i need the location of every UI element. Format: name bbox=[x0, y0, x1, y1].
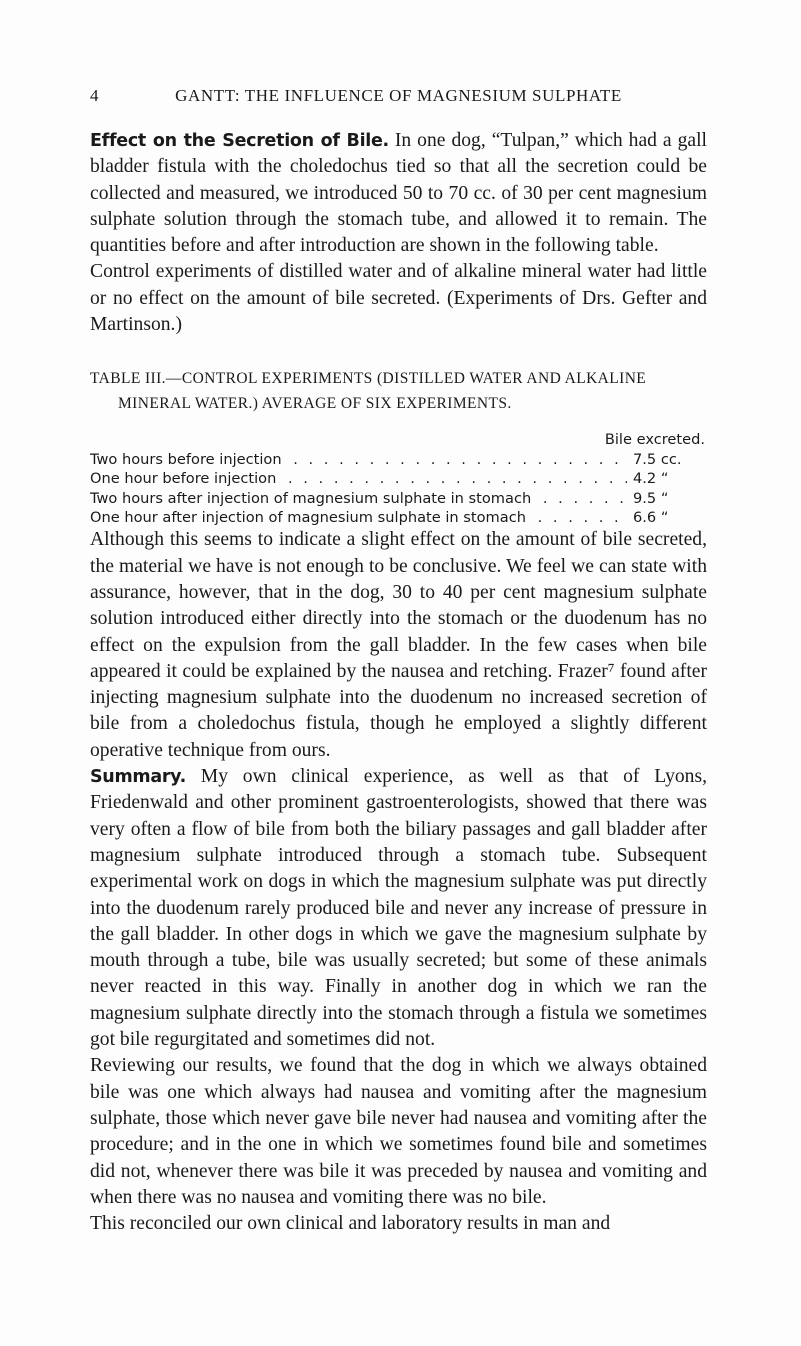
paragraph-summary bbox=[90, 764, 707, 1053]
row-label: One hour before injection bbox=[90, 470, 280, 487]
table-caption-line2: MINERAL WATER.) AVERAGE OF SIX EXPERIMENTS. bbox=[118, 395, 512, 413]
row-value: 9.5 “ bbox=[627, 489, 707, 508]
paragraph-text: My own clinical experience, as well as that of Lyons, Friedenwald and other prominent gastroenterologists, showed that there was very often a flow of bile from both the biliary passages and gall bladder after magnesium sulphate introduced through a stomach tube. Subsequent experimental work on dogs in which the magnesium sulphate was put directly into the duodenum rarely produced bile and never any increase of pressure in the gall bladder. In other dogs in which we gave the magnesium sulphate by mouth through a tube, bile was usually secreted; but some of these animals never reacted in this way. Finally in another dog in which we ran the magnesium sulphate directly into the stomach through a fistula we sometimes got bile regurgitated and sometimes did not. bbox=[90, 766, 707, 1051]
table-row bbox=[90, 489, 707, 508]
row-label: Two hours after injection of magnesium sulphate in stomach bbox=[90, 490, 535, 507]
bile-table bbox=[90, 430, 707, 527]
table-caption bbox=[90, 366, 707, 416]
table-column-header: Bile excreted. bbox=[604, 431, 705, 449]
paragraph-reconciled: This reconciled our own clinical and laboratory results in man and bbox=[90, 1213, 611, 1235]
row-value: 7.5 cc. bbox=[627, 450, 707, 469]
section-heading-summary: Summary. bbox=[90, 767, 187, 788]
paragraph-discussion: Although this seems to indicate a slight effect on the amount of bile secreted, the material we have is not enough to be conclusive. We feel we can state with assurance, however, that in the dog, 30 to 40 per cent magnesium sulphate solution introduced either directly into the stomach or the duodenum has no effect on the expulsion from the gall bladder. In the few cases when bile appeared it could be explained by the nausea and retching. Frazer⁷ found after injecting magnesium sulphate into the duodenum no increased secretion of bile from a choledochus fistula, though he employed a slightly different operative technique from ours. bbox=[90, 529, 707, 761]
paragraph-controls: Control experiments of distilled water and of alkaline mineral water had little or no effect on the amount of bile secreted. (Experiments of Drs. Gefter and Martinson.) bbox=[90, 261, 707, 336]
row-value: 4.2 “ bbox=[627, 469, 707, 488]
table-caption-line1: TABLE III.—CONTROL EXPERIMENTS (DISTILLED WATER AND ALKALINE bbox=[90, 370, 647, 388]
paragraph-reviewing: Reviewing our results, we found that the dog in which we always obtained bile was one which always had nausea and vomiting after the magnesium sulphate, those which never gave bile never had nausea and vomiting after the procedure; and in the one in which we sometimes found bile and sometimes did not, whenever there was bile it was preceded by nausea and vomiting and when there was no nausea and vomiting there was no bile. bbox=[90, 1055, 707, 1208]
row-value: 6.6 “ bbox=[627, 508, 707, 527]
paragraph-bile-effect bbox=[90, 128, 707, 259]
running-head bbox=[90, 86, 707, 110]
running-title: GANTT: THE INFLUENCE OF MAGNESIUM SULPHATE bbox=[175, 86, 622, 105]
table-row bbox=[90, 450, 707, 469]
table-row bbox=[90, 508, 707, 527]
row-label: Two hours before injection bbox=[90, 451, 286, 468]
page bbox=[90, 86, 707, 1237]
row-label: One hour after injection of magnesium sulphate in stomach bbox=[90, 509, 530, 526]
paragraph-text: In one dog, “Tulpan,” which had a gall bladder fistula with the choledochus tied so that all the secretion could be collected and measured, we introduced 50 to 70 cc. of 30 per cent magnesium sulphate solution through the stomach tube, and allowed it to remain. The quantities before and after introduction are shown in the following table. bbox=[90, 130, 707, 257]
page-number: 4 bbox=[90, 86, 100, 105]
section-heading-bile: Effect on the Secretion of Bile. bbox=[90, 131, 389, 151]
table-row bbox=[90, 469, 707, 488]
